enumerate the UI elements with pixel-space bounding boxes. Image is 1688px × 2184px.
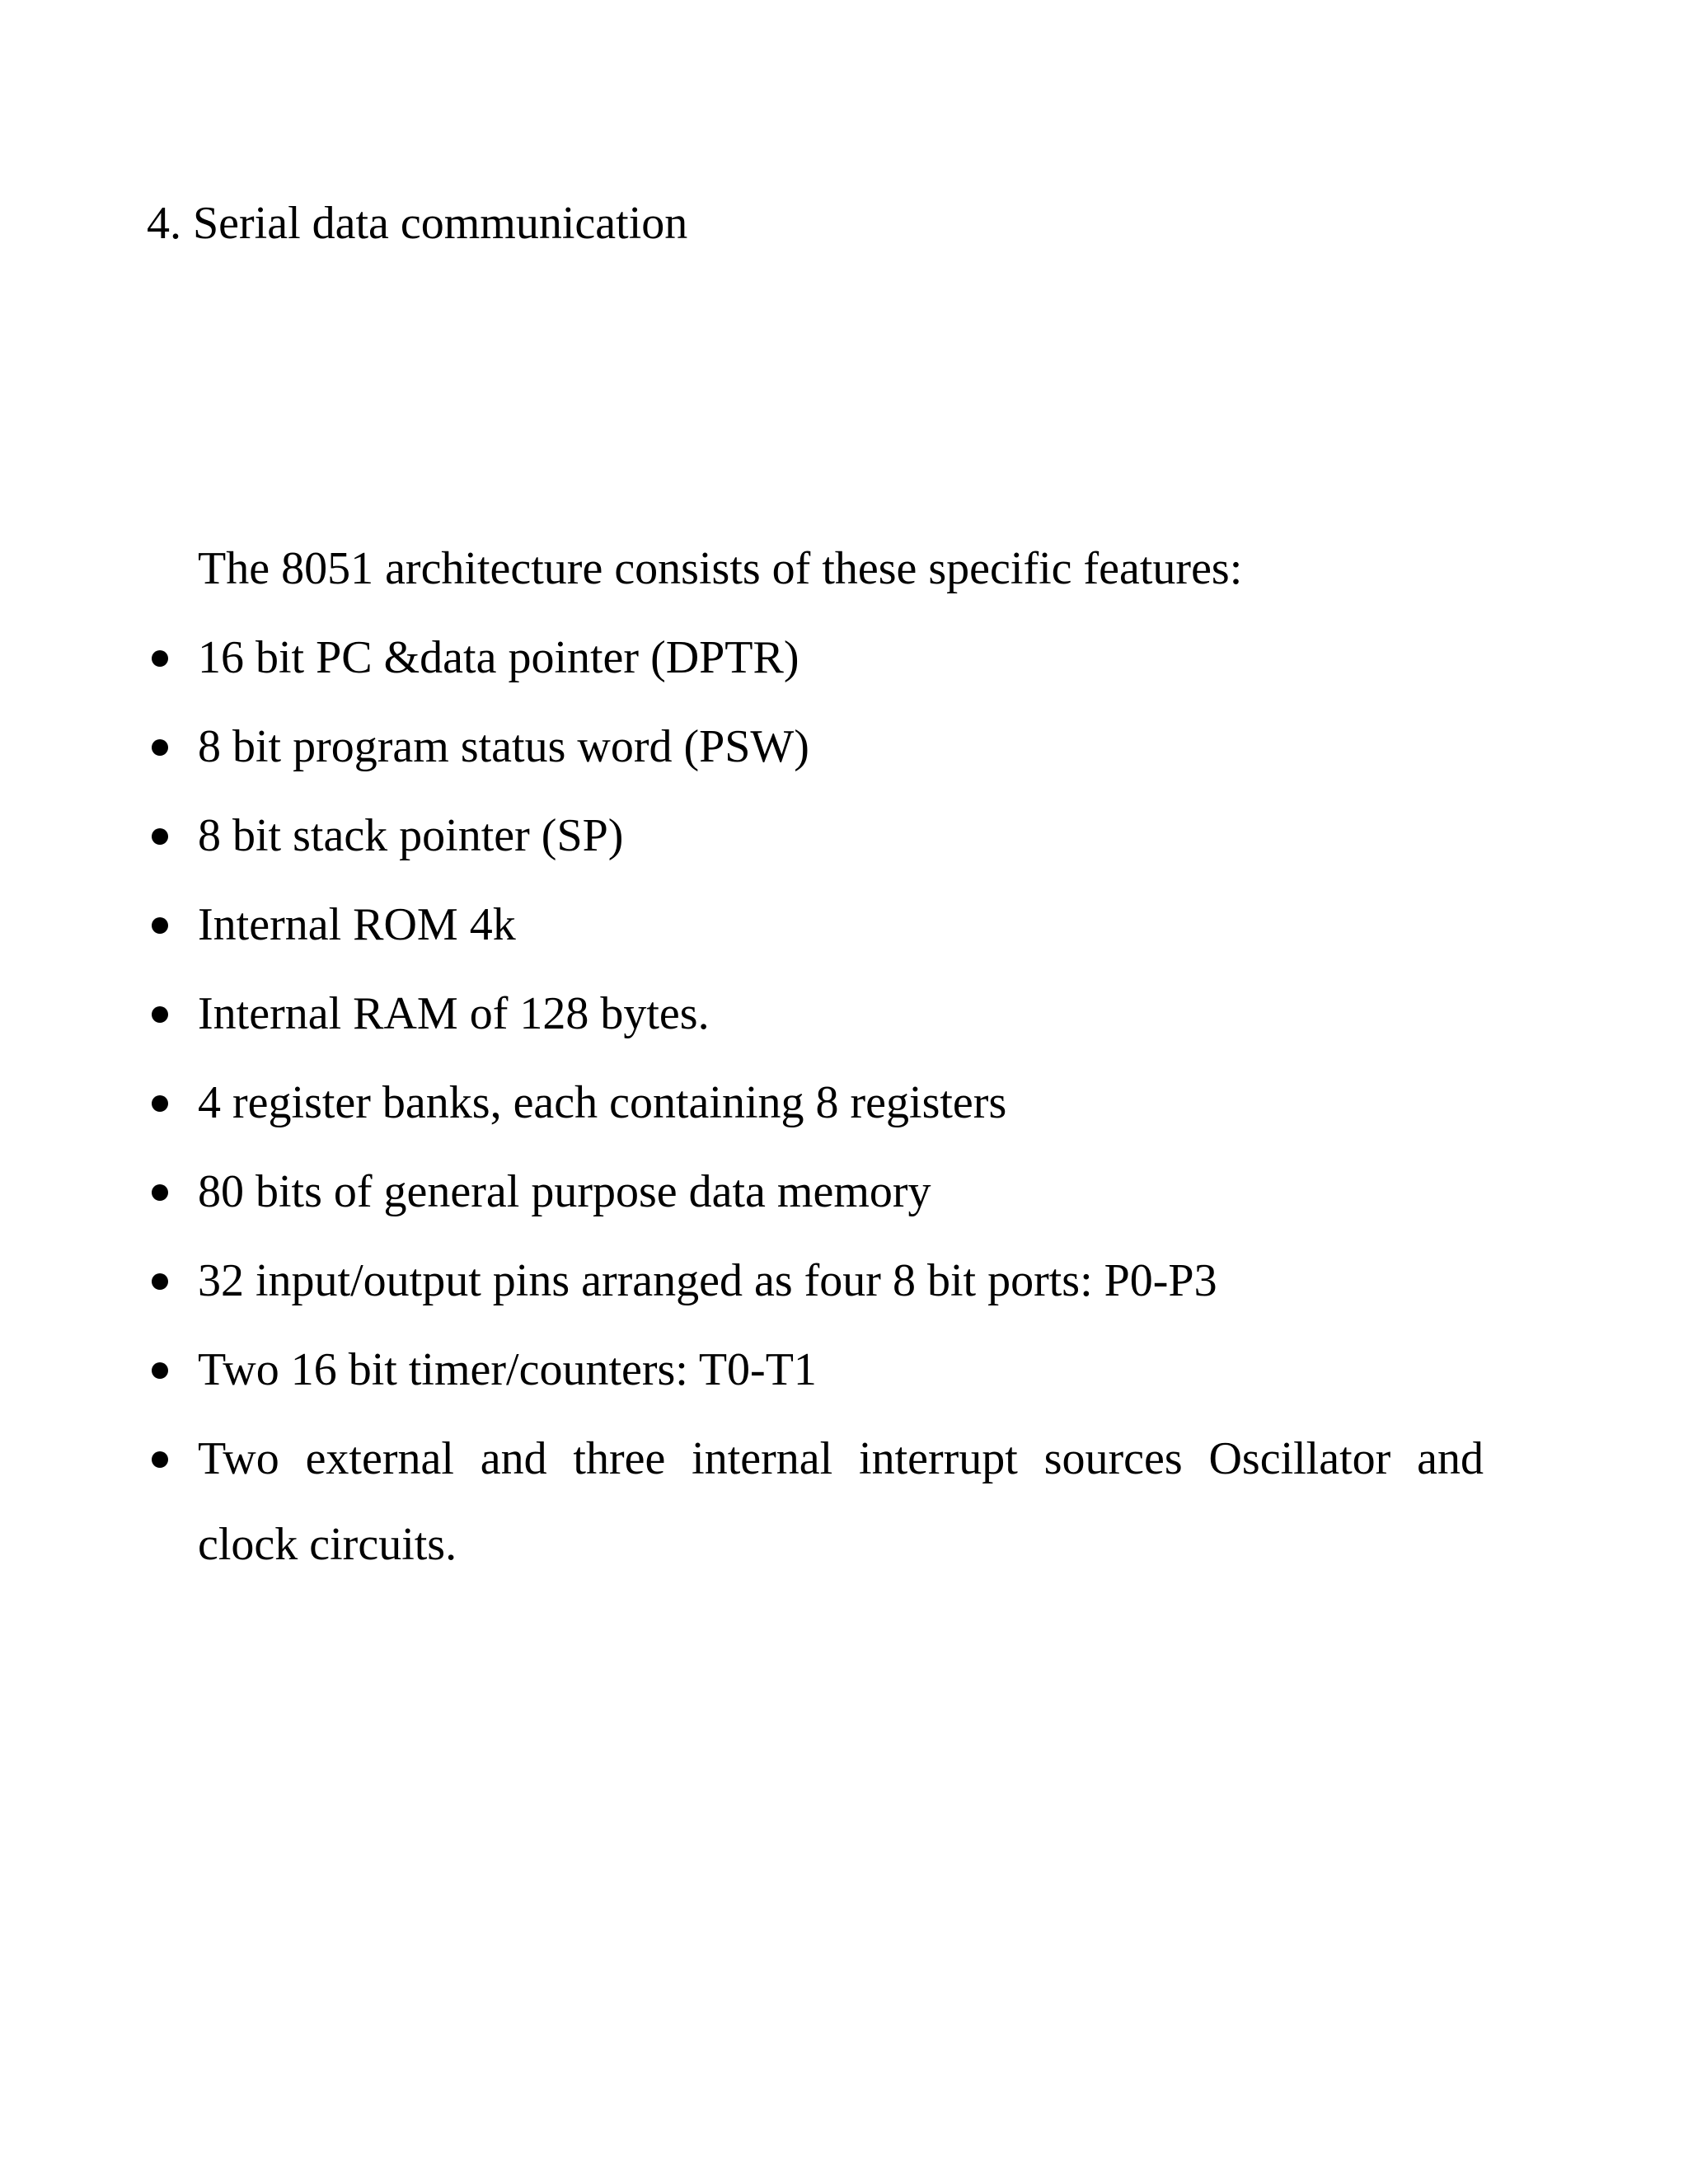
bullet-icon <box>152 1451 168 1468</box>
bullet-icon <box>152 739 168 756</box>
bullet-icon <box>152 828 168 845</box>
list-item-text: 8 bit program status word (PSW) <box>198 721 809 772</box>
intro-paragraph: The 8051 architecture consists of these specific features: <box>198 543 1243 594</box>
list-item-text-line-2: clock circuits. <box>198 1519 457 1570</box>
list-item <box>0 1252 1484 1310</box>
bullet-icon <box>152 650 168 667</box>
list-item <box>0 807 1484 865</box>
list-item <box>0 718 1484 776</box>
list-item <box>0 629 1484 687</box>
list-item-text: 80 bits of general purpose data memory <box>198 1166 931 1217</box>
list-item-text: 16 bit PC &data pointer (DPTR) <box>198 632 799 683</box>
section-heading: 4. Serial data communication <box>147 198 688 249</box>
feature-list <box>0 629 1688 1619</box>
bullet-icon <box>152 1362 168 1379</box>
bullet-icon <box>152 1006 168 1023</box>
list-item-text: 8 bit stack pointer (SP) <box>198 810 624 861</box>
list-item-text-line-1: Two external and three internal interrupt sources Oscillator and <box>198 1433 1484 1484</box>
list-item <box>0 896 1484 954</box>
list-item-text: 4 register banks, each containing 8 registers <box>198 1077 1007 1128</box>
list-item-text: Two 16 bit timer/counters: T0-T1 <box>198 1344 817 1395</box>
list-item <box>0 1163 1484 1221</box>
bullet-icon <box>152 1273 168 1290</box>
list-item <box>0 1074 1484 1132</box>
bullet-icon <box>152 1095 168 1112</box>
bullet-icon <box>152 1184 168 1201</box>
list-item-text: 32 input/output pins arranged as four 8 bit ports: P0-P3 <box>198 1255 1217 1306</box>
list-item-text: Internal RAM of 128 bytes. <box>198 988 710 1039</box>
list-item <box>0 1416 1484 1587</box>
list-item <box>0 1341 1484 1399</box>
bullet-icon <box>152 917 168 934</box>
list-item-text: Internal ROM 4k <box>198 899 516 950</box>
list-item <box>0 985 1484 1043</box>
